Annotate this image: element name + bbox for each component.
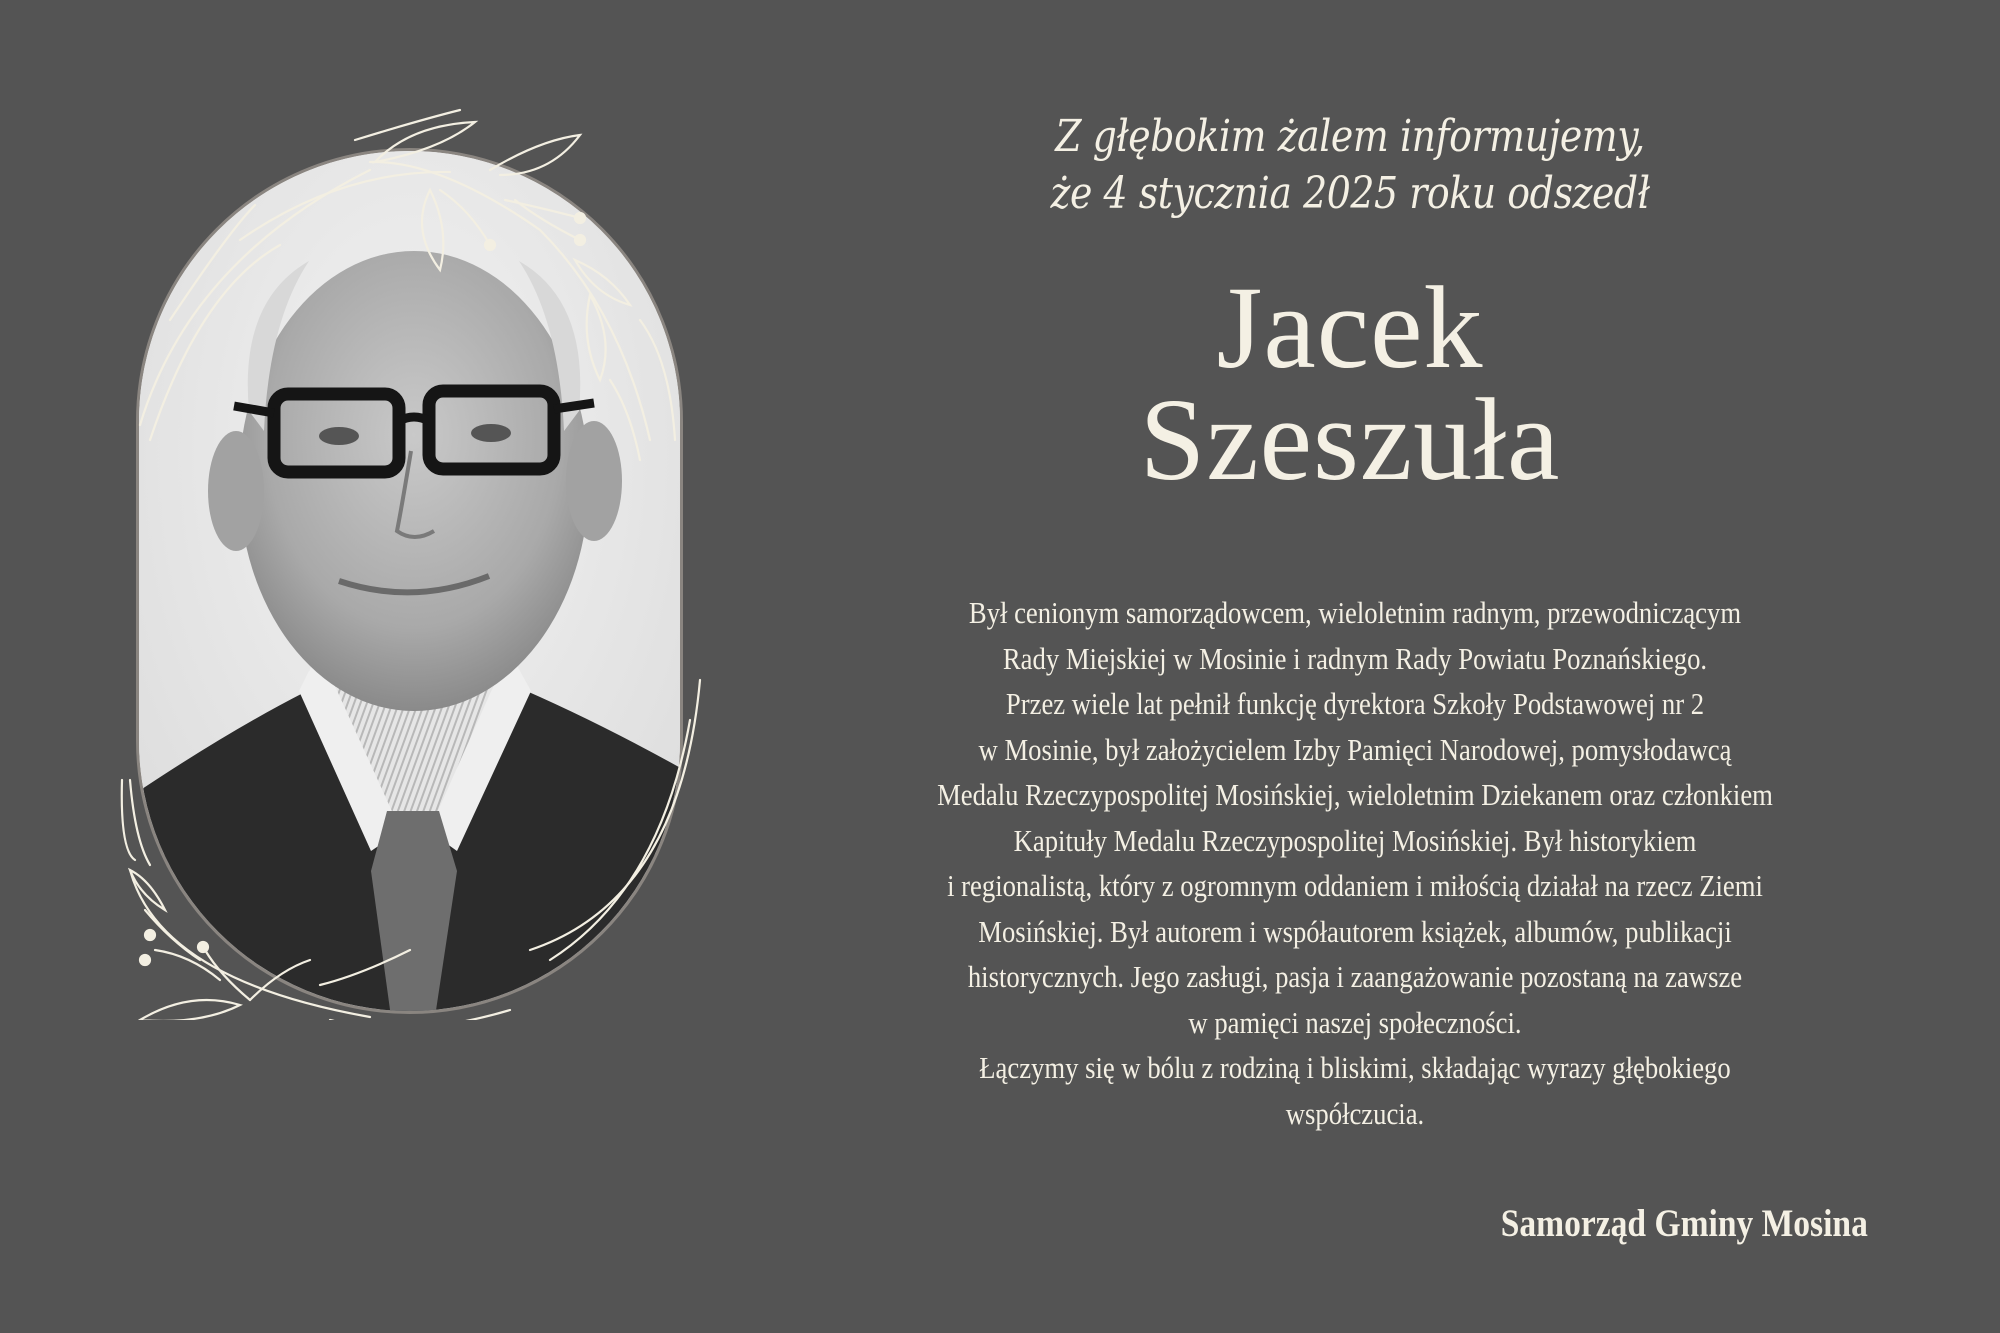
portrait-photo — [136, 148, 683, 1014]
bio-line: Medalu Rzeczypospolitej Mosińskiej, wieloletnim Dziekanem oraz członkiem — [937, 777, 1773, 812]
first-name: Jacek — [1216, 262, 1484, 393]
bio-line: Był cenionym samorządowcem, wieloletnim radnym, przewodniczącym — [968, 595, 1742, 630]
bio-line: i regionalistą, który z ogromnym oddaniem i miłością działał na rzecz Ziemi — [947, 868, 1763, 903]
bio-line: w pamięci naszej społeczności. — [1188, 1004, 1522, 1040]
bio-line: Przez wiele lat pełnił funkcję dyrektora Szkoły Podstawowej nr 2 — [1005, 686, 1705, 721]
intro-line-1: Z głębokim żalem informujemy, — [1055, 111, 1645, 162]
biography-text — [843, 590, 1866, 1136]
bio-line: Rady Miejskiej w Mosinie i radnym Rady Powiatu Poznańskiego. — [1002, 640, 1708, 676]
bio-line: Mosińskiej. Był autorem i współautorem książek, albumów, publikacji — [978, 913, 1732, 949]
intro-line-2: że 4 stycznia 2025 roku odszedł — [1050, 168, 1650, 219]
portrait-section — [110, 80, 730, 1020]
condolence-line: współczucia. — [1285, 1095, 1425, 1131]
bio-line: historycznych. Jego zasługi, pasja i zaangażowanie pozostaną na zawsze — [967, 959, 1743, 994]
signature: Samorząd Gminy Mosina — [1500, 1202, 1868, 1245]
announcement-intro — [963, 108, 1737, 222]
bio-line: w Mosinie, był założycielem Izby Pamięci Narodowej, pomysłodawcą — [978, 731, 1732, 767]
bio-line: Kapituły Medalu Rzeczypospolitej Mosińskiej. Był historykiem — [1013, 822, 1697, 858]
last-name: Szeszuła — [1139, 374, 1561, 505]
deceased-name — [900, 262, 1800, 505]
condolence-line: Łączymy się w bólu z rodziną i bliskimi, składając wyrazy głębokiego — [979, 1050, 1731, 1085]
